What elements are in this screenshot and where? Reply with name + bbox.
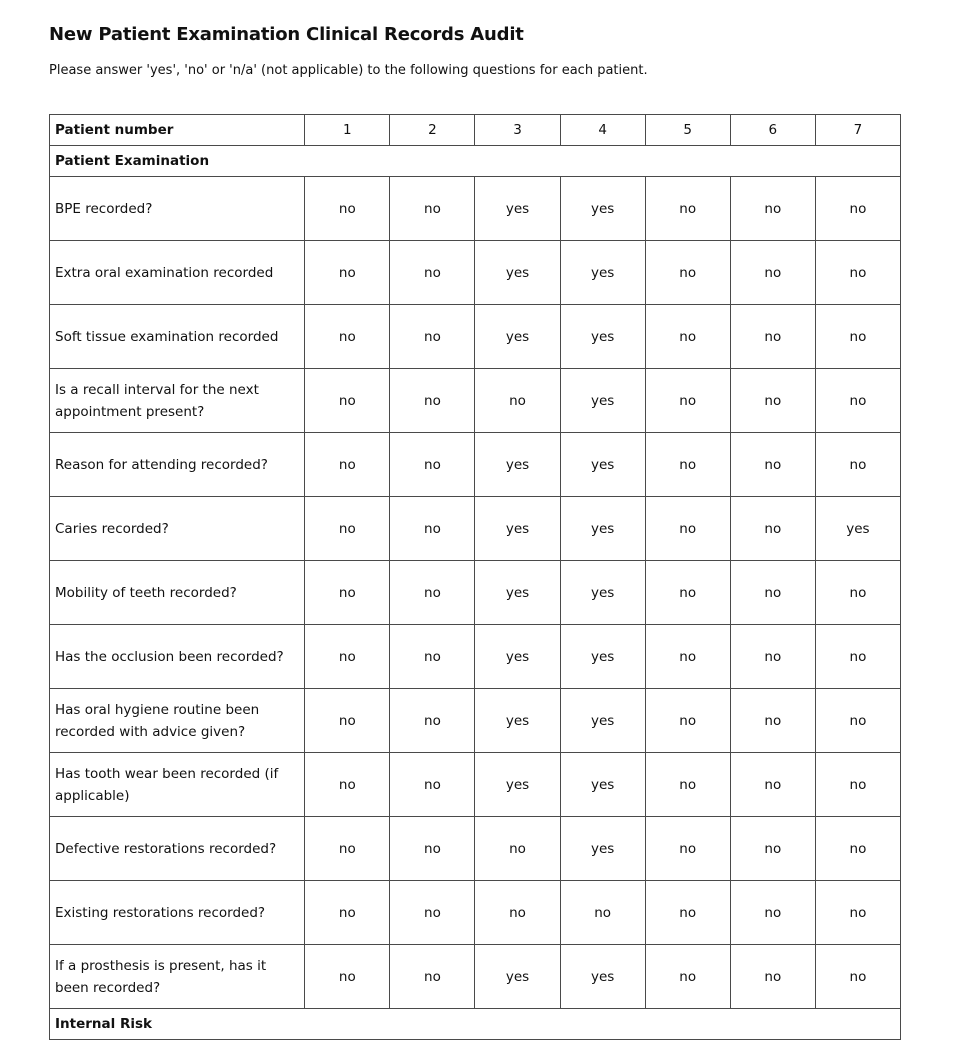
table-row (50, 817, 901, 881)
question-cell: If a prosthesis is present, has it been recorded? (50, 945, 305, 1009)
patient-number-cell: 7 (815, 115, 900, 146)
answer-cell: no (305, 881, 390, 945)
patient-number-cell: 3 (475, 115, 560, 146)
patient-number-header: Patient number (50, 115, 305, 146)
answer-cell: no (305, 369, 390, 433)
answer-cell: no (305, 177, 390, 241)
answer-cell: no (390, 369, 475, 433)
question-cell: Reason for attending recorded? (50, 433, 305, 497)
answer-cell: no (730, 817, 815, 881)
answer-cell: yes (560, 241, 645, 305)
table-row (50, 753, 901, 817)
answer-cell: no (815, 177, 900, 241)
patient-number-cell: 1 (305, 115, 390, 146)
answer-cell: yes (475, 753, 560, 817)
answer-cell: no (305, 305, 390, 369)
table-row (50, 369, 901, 433)
table-row (50, 945, 901, 1009)
answer-cell: no (645, 881, 730, 945)
answer-cell: no (475, 881, 560, 945)
answer-cell: yes (560, 625, 645, 689)
answer-cell: no (305, 561, 390, 625)
answer-cell: no (645, 369, 730, 433)
question-cell: Existing restorations recorded? (50, 881, 305, 945)
question-cell: BPE recorded? (50, 177, 305, 241)
answer-cell: no (390, 817, 475, 881)
answer-cell: yes (475, 945, 560, 1009)
answer-cell: yes (560, 689, 645, 753)
answer-cell: no (645, 561, 730, 625)
table-row (50, 497, 901, 561)
table-row (50, 561, 901, 625)
question-cell: Has the occlusion been recorded? (50, 625, 305, 689)
answer-cell: no (730, 753, 815, 817)
answer-cell: no (390, 177, 475, 241)
section-row (50, 1009, 901, 1040)
question-cell: Mobility of teeth recorded? (50, 561, 305, 625)
answer-cell: yes (475, 561, 560, 625)
answer-cell: no (730, 689, 815, 753)
answer-cell: no (730, 561, 815, 625)
answer-cell: no (645, 241, 730, 305)
answer-cell: no (645, 753, 730, 817)
question-cell: Extra oral examination recorded (50, 241, 305, 305)
answer-cell: no (475, 817, 560, 881)
answer-cell: no (390, 625, 475, 689)
table-row (50, 177, 901, 241)
answer-cell: no (730, 369, 815, 433)
question-cell: Is a recall interval for the next appointment present? (50, 369, 305, 433)
answer-cell: yes (475, 433, 560, 497)
instructions-text: Please answer 'yes', 'no' or 'n/a' (not applicable) to the following questions for each patient. (49, 63, 648, 78)
answer-cell: no (815, 881, 900, 945)
answer-cell: no (815, 433, 900, 497)
answer-cell: no (645, 945, 730, 1009)
answer-cell: no (390, 433, 475, 497)
answer-cell: no (305, 625, 390, 689)
answer-cell: yes (475, 497, 560, 561)
answer-cell: no (815, 369, 900, 433)
answer-cell: no (645, 177, 730, 241)
answer-cell: yes (560, 817, 645, 881)
section-title: Internal Risk (50, 1009, 901, 1040)
question-cell: Caries recorded? (50, 497, 305, 561)
answer-cell: no (305, 753, 390, 817)
patient-number-cell: 5 (645, 115, 730, 146)
answer-cell: no (815, 753, 900, 817)
answer-cell: no (645, 817, 730, 881)
audit-table (49, 114, 901, 1040)
answer-cell: yes (560, 177, 645, 241)
answer-cell: yes (475, 177, 560, 241)
answer-cell: no (305, 945, 390, 1009)
answer-cell: no (730, 945, 815, 1009)
answer-cell: yes (560, 497, 645, 561)
answer-cell: yes (560, 561, 645, 625)
answer-cell: yes (815, 497, 900, 561)
answer-cell: no (390, 753, 475, 817)
answer-cell: no (390, 241, 475, 305)
answer-cell: no (645, 305, 730, 369)
answer-cell: no (730, 241, 815, 305)
answer-cell: no (305, 241, 390, 305)
answer-cell: no (305, 433, 390, 497)
section-title: Patient Examination (50, 146, 901, 177)
answer-cell: no (815, 689, 900, 753)
answer-cell: yes (475, 625, 560, 689)
answer-cell: no (390, 497, 475, 561)
answer-cell: yes (560, 945, 645, 1009)
table-row (50, 689, 901, 753)
patient-number-cell: 6 (730, 115, 815, 146)
answer-cell: no (730, 497, 815, 561)
answer-cell: no (390, 881, 475, 945)
answer-cell: no (645, 689, 730, 753)
answer-cell: no (390, 561, 475, 625)
table-row (50, 881, 901, 945)
table-row (50, 241, 901, 305)
answer-cell: no (815, 241, 900, 305)
answer-cell: no (815, 625, 900, 689)
answer-cell: no (730, 625, 815, 689)
answer-cell: yes (560, 753, 645, 817)
patient-number-cell: 4 (560, 115, 645, 146)
patient-number-cell: 2 (390, 115, 475, 146)
answer-cell: no (730, 433, 815, 497)
question-cell: Defective restorations recorded? (50, 817, 305, 881)
answer-cell: yes (475, 305, 560, 369)
answer-cell: no (390, 945, 475, 1009)
answer-cell: no (645, 625, 730, 689)
answer-cell: yes (560, 369, 645, 433)
answer-cell: no (305, 817, 390, 881)
answer-cell: no (815, 561, 900, 625)
page-title: New Patient Examination Clinical Records Audit (49, 24, 524, 45)
answer-cell: no (730, 177, 815, 241)
answer-cell: no (815, 305, 900, 369)
question-cell: Has tooth wear been recorded (if applicable) (50, 753, 305, 817)
answer-cell: no (815, 945, 900, 1009)
answer-cell: no (645, 497, 730, 561)
section-row (50, 146, 901, 177)
answer-cell: no (645, 433, 730, 497)
answer-cell: no (305, 689, 390, 753)
table-row (50, 625, 901, 689)
question-cell: Has oral hygiene routine been recorded with advice given? (50, 689, 305, 753)
answer-cell: no (390, 689, 475, 753)
answer-cell: no (730, 881, 815, 945)
answer-cell: no (560, 881, 645, 945)
answer-cell: yes (560, 305, 645, 369)
answer-cell: no (815, 817, 900, 881)
answer-cell: no (305, 497, 390, 561)
question-cell: Soft tissue examination recorded (50, 305, 305, 369)
answer-cell: no (390, 305, 475, 369)
answer-cell: yes (475, 689, 560, 753)
answer-cell: yes (560, 433, 645, 497)
answer-cell: no (475, 369, 560, 433)
table-row (50, 433, 901, 497)
table-row (50, 305, 901, 369)
answer-cell: no (730, 305, 815, 369)
header-row (50, 115, 901, 146)
answer-cell: yes (475, 241, 560, 305)
